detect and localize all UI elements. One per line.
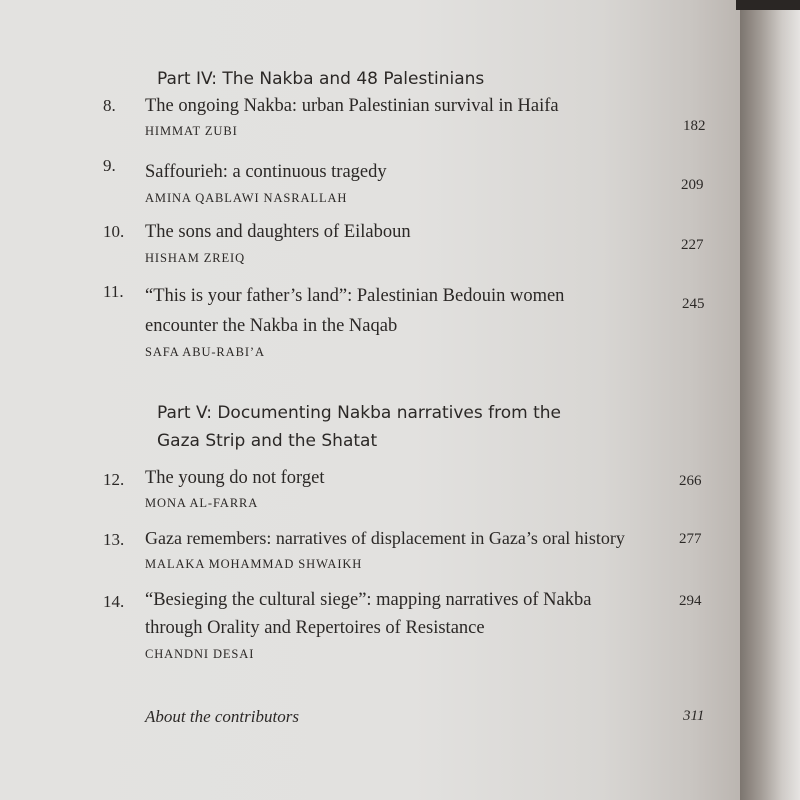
page-number: 277 [679, 531, 702, 547]
chapter-author: MONA AL-FARRA [145, 496, 259, 510]
chapter-title: Gaza remembers: narratives of displacement in Gaza’s oral history [145, 528, 625, 548]
page-number: 245 [682, 296, 705, 312]
part-iv-heading: Part IV: The Nakba and 48 Palestinians [157, 69, 485, 89]
chapter-title: The young do not forget [145, 468, 325, 488]
background-edge [736, 0, 800, 10]
chapter-title: The sons and daughters of Eilaboun [145, 222, 411, 242]
chapter-title-line-1: “This is your father’s land”: Palestinian Bedouin women [145, 286, 565, 306]
chapter-author: AMINA QABLAWI NASRALLAH [145, 191, 348, 205]
page-number: 227 [681, 237, 704, 253]
chapter-number: 9. [103, 156, 116, 175]
chapter-number: 14. [103, 592, 125, 611]
chapter-author: MALAKA MOHAMMAD SHWAIKH [145, 557, 363, 571]
chapter-author: HIMMAT ZUBI [145, 124, 238, 138]
chapter-author: SAFA ABU-RABI’A [145, 345, 265, 359]
page-number: 266 [679, 473, 702, 489]
chapter-title-line-2: encounter the Nakba in the Naqab [145, 316, 398, 336]
back-matter-title: About the contributors [145, 707, 299, 726]
chapter-title: Saffourieh: a continuous tragedy [145, 162, 387, 182]
chapter-title-line-2: through Orality and Repertoires of Resistance [145, 618, 485, 638]
chapter-author: CHANDNI DESAI [145, 647, 255, 661]
page-gutter-shadow [740, 0, 800, 800]
chapter-title: The ongoing Nakba: urban Palestinian survival in Haifa [145, 96, 559, 116]
page-number: 182 [683, 118, 706, 134]
chapter-number: 13. [103, 530, 125, 549]
chapter-author: HISHAM ZREIQ [145, 251, 246, 265]
chapter-number: 11. [103, 282, 124, 301]
part-v-heading-line-1: Part V: Documenting Nakba narratives from the [157, 403, 562, 423]
chapter-number: 12. [103, 470, 125, 489]
chapter-title-line-1: “Besieging the cultural siege”: mapping narratives of Nakba [145, 590, 592, 610]
page-number: 209 [681, 177, 704, 193]
page-number: 311 [683, 708, 705, 724]
part-v-heading-line-2: Gaza Strip and the Shatat [157, 431, 378, 451]
chapter-number: 10. [103, 222, 125, 241]
page-number: 294 [679, 593, 702, 609]
chapter-number: 8. [103, 96, 116, 115]
